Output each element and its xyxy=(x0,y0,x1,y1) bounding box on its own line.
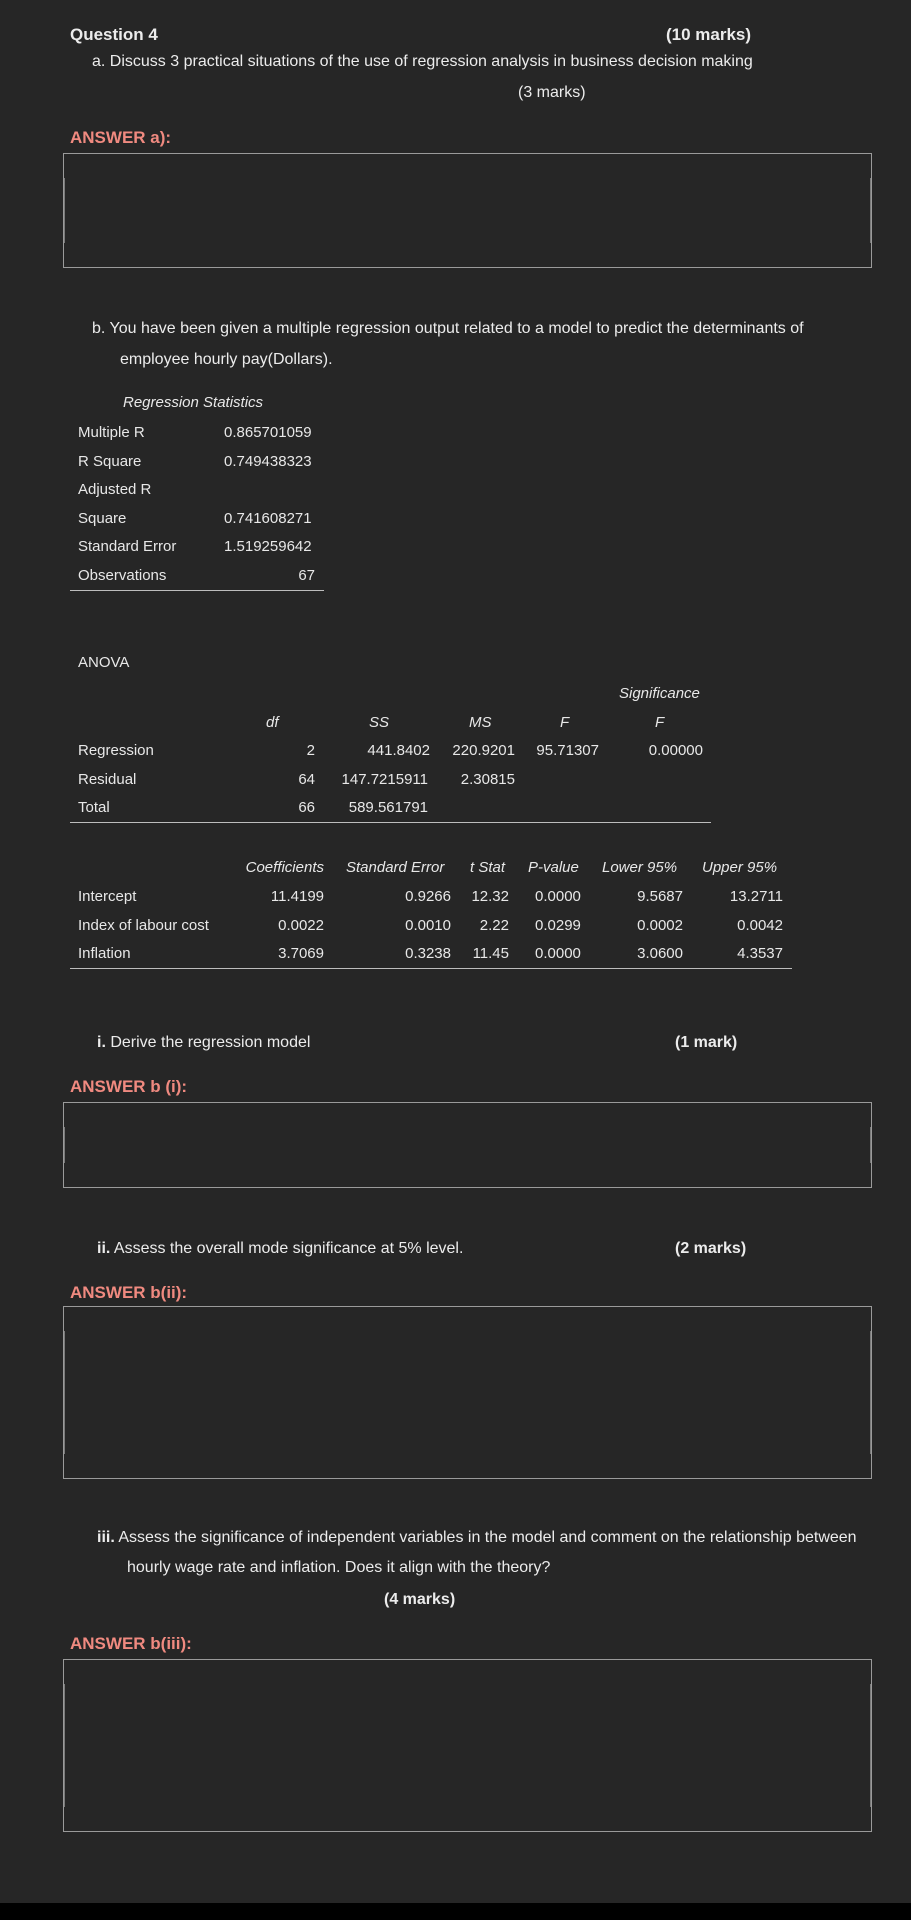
r-square-value: 0.749438323 xyxy=(224,453,312,470)
anova-row-regression-f: 95.71307 xyxy=(536,742,599,759)
anova-row-regression-df: 2 xyxy=(306,742,315,759)
answer-b-ii-box[interactable] xyxy=(63,1306,872,1479)
anova-row-total-ss: 589.561791 xyxy=(348,799,428,816)
answer-b-iii-label: ANSWER b(iii): xyxy=(70,1634,192,1653)
sub-question-i xyxy=(97,1034,310,1052)
coef-header-coefficients: Coefficients xyxy=(245,859,324,876)
observations-label: Observations xyxy=(78,567,167,584)
answer-b-i-label: ANSWER b (i): xyxy=(70,1077,188,1096)
multiple-r-label: Multiple R xyxy=(78,424,145,441)
coef-row-labour-lower: 0.0002 xyxy=(637,917,683,934)
anova-heading: ANOVA xyxy=(78,654,130,671)
anova-header-sig-2: F xyxy=(655,714,665,731)
answer-b-iii-box[interactable] xyxy=(63,1659,872,1832)
answer-b-ii-label: ANSWER b(ii): xyxy=(70,1283,188,1302)
adj-r-label-1: Adjusted R xyxy=(78,481,152,498)
part-b-line-2: employee hourly pay(Dollars). xyxy=(120,351,333,368)
coef-row-inflation-coef: 3.7069 xyxy=(278,945,324,962)
coef-row-inflation-p: 0.0000 xyxy=(535,945,581,962)
sub-question-ii-number: ii. xyxy=(97,1240,111,1257)
coef-row-intercept-t: 12.32 xyxy=(471,888,509,905)
part-b-line-1: b. You have been given a multiple regression output related to a model to predict the determinants of xyxy=(92,320,804,337)
coef-row-inflation-t: 11.45 xyxy=(472,945,509,962)
anova-rule xyxy=(70,822,711,823)
regstats-rule xyxy=(70,590,324,591)
coef-row-intercept-p: 0.0000 xyxy=(535,888,581,905)
anova-header-sig-1: Significance xyxy=(619,685,700,702)
sub-question-i-number: i. xyxy=(97,1034,106,1051)
coef-row-labour-t: 2.22 xyxy=(479,917,509,934)
coef-row-intercept-label: Intercept xyxy=(78,888,137,905)
anova-row-regression-label: Regression xyxy=(78,742,154,759)
sub-question-iii-text-1: Assess the significance of independent variables in the model and comment on the relationship between xyxy=(114,1529,857,1546)
sub-question-ii xyxy=(97,1240,463,1258)
coef-row-labour-se: 0.0010 xyxy=(405,917,451,934)
regstats-heading: Regression Statistics xyxy=(123,394,264,411)
anova-header-f: F xyxy=(560,714,570,731)
coef-rule xyxy=(70,968,792,969)
adj-r-value: 0.741608271 xyxy=(224,510,312,527)
coef-row-intercept-upper: 13.2711 xyxy=(729,888,783,905)
anova-row-total-df: 66 xyxy=(298,799,315,816)
coef-row-inflation-se: 0.3238 xyxy=(405,945,451,962)
anova-row-regression-ss: 441.8402 xyxy=(367,742,430,759)
coef-header-lower-95: Lower 95% xyxy=(602,859,678,876)
anova-row-residual-ms: 2.30815 xyxy=(460,771,515,788)
r-square-label: R Square xyxy=(78,453,142,470)
adj-r-label-2: Square xyxy=(78,510,127,527)
sub-question-ii-text: Assess the overall mode significance at 5% level. xyxy=(110,1240,464,1257)
anova-header-ss: SS xyxy=(369,714,390,731)
coef-header-t-stat: t Stat xyxy=(470,859,506,876)
anova-row-residual-label: Residual xyxy=(78,771,137,788)
question-marks: (10 marks) xyxy=(666,25,752,44)
answer-a-label: ANSWER a): xyxy=(70,128,172,147)
coef-row-labour-label: Index of labour cost xyxy=(78,917,209,934)
anova-header-ms: MS xyxy=(469,714,492,731)
answer-b-i-box[interactable] xyxy=(63,1102,872,1188)
coef-row-labour-upper: 0.0042 xyxy=(737,917,783,934)
anova-row-regression-sig: 0.00000 xyxy=(648,742,703,759)
sub-question-iii-number: iii. xyxy=(97,1529,115,1546)
std-error-label: Standard Error xyxy=(78,538,177,555)
coef-header-std-error: Standard Error xyxy=(346,859,445,876)
coef-row-intercept-coef: 11.4199 xyxy=(270,888,324,905)
coef-row-intercept-se: 0.9266 xyxy=(405,888,451,905)
sub-question-i-marks: (1 mark) xyxy=(675,1034,738,1051)
question-title: Question 4 xyxy=(70,25,158,44)
answer-a-box[interactable] xyxy=(63,153,872,268)
anova-row-residual-ss: 147.7215911 xyxy=(341,771,428,788)
coef-row-labour-coef: 0.0022 xyxy=(278,917,324,934)
coef-row-intercept-lower: 9.5687 xyxy=(637,888,683,905)
coef-header-upper-95: Upper 95% xyxy=(702,859,778,876)
coef-header-p-value: P-value xyxy=(528,859,579,876)
coef-row-labour-p: 0.0299 xyxy=(535,917,581,934)
sub-question-iii-text-2: hourly wage rate and inflation. Does it align with the theory? xyxy=(127,1559,551,1576)
anova-row-regression-ms: 220.9201 xyxy=(452,742,515,759)
sub-question-iii xyxy=(97,1529,857,1547)
sub-question-ii-marks: (2 marks) xyxy=(675,1240,747,1257)
sub-question-iii-marks: (4 marks) xyxy=(384,1591,456,1608)
part-a-text: a. Discuss 3 practical situations of the use of regression analysis in business decision making xyxy=(92,53,753,70)
part-a-marks: (3 marks) xyxy=(518,84,586,101)
sub-question-i-text: Derive the regression model xyxy=(105,1034,311,1051)
bottom-bar xyxy=(0,1903,911,1920)
anova-row-residual-df: 64 xyxy=(298,771,315,788)
coef-row-inflation-label: Inflation xyxy=(78,945,131,962)
anova-row-total-label: Total xyxy=(78,799,110,816)
multiple-r-value: 0.865701059 xyxy=(224,424,312,441)
observations-value: 67 xyxy=(298,567,315,584)
coef-row-inflation-lower: 3.0600 xyxy=(637,945,683,962)
anova-header-df: df xyxy=(266,714,279,731)
coef-row-inflation-upper: 4.3537 xyxy=(737,945,783,962)
std-error-value: 1.519259642 xyxy=(224,538,312,555)
